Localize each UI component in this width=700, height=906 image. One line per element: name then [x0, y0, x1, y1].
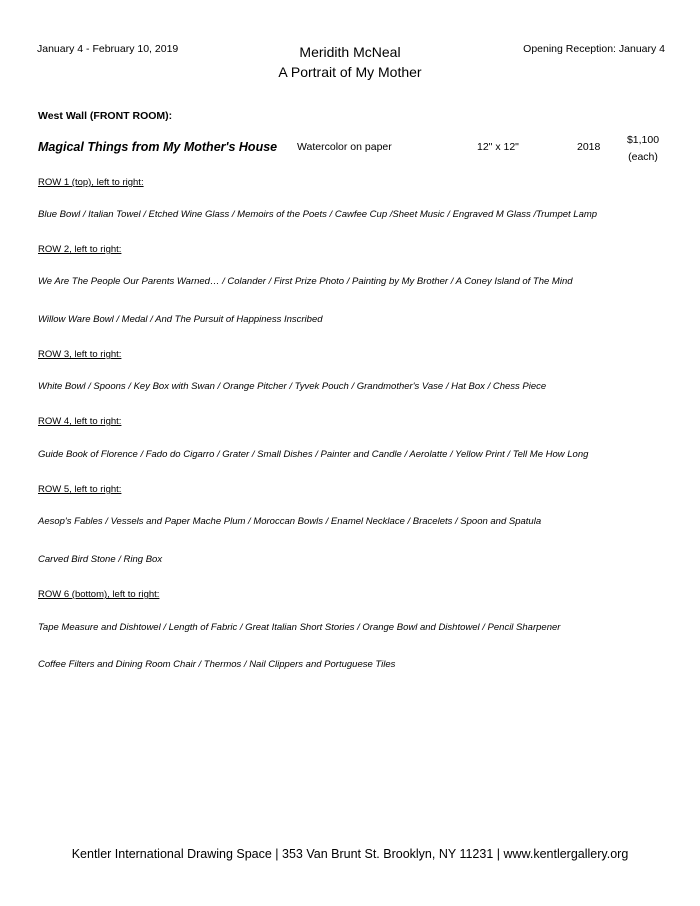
- row-items: Aesop's Fables / Vessels and Paper Mache Plum / Moroccan Bowls / Enamel Necklace / Bracelets / Spoon and Spatula: [38, 516, 542, 527]
- row-items: Carved Bird Stone / Ring Box: [38, 554, 163, 565]
- row-items: Blue Bowl / Italian Towel / Etched Wine Glass / Memoirs of the Poets / Cawfee Cup /Sheet Music / Engraved M Glass /Trumpet Lamp: [38, 209, 598, 220]
- artwork-title: Magical Things from My Mother's House: [38, 140, 278, 154]
- artwork-price: $1,100: [626, 134, 660, 146]
- exhibition-title: A Portrait of My Mother: [278, 64, 422, 80]
- row-label: ROW 5, left to right:: [38, 484, 122, 495]
- artwork-medium: Watercolor on paper: [297, 141, 392, 153]
- row-label: ROW 1 (top), left to right:: [38, 177, 144, 188]
- row-label: ROW 2, left to right:: [38, 244, 122, 255]
- row-label: ROW 4, left to right:: [38, 416, 122, 427]
- artwork-price-block: [620, 132, 666, 166]
- section-title: West Wall (FRONT ROOM):: [38, 110, 173, 122]
- gallery-footer: Kentler International Drawing Space | 353 Van Brunt St. Brooklyn, NY 11231 | www.kentlergallery.org: [71, 847, 629, 861]
- artwork-year: 2018: [577, 141, 601, 153]
- artwork-price-note: (each): [628, 151, 658, 163]
- row-items: Tape Measure and Dishtowel / Length of Fabric / Great Italian Short Stories / Orange Bowl and Dishtowel / Pencil Sharpener: [38, 622, 561, 633]
- row-items: Guide Book of Florence / Fado do Cigarro / Grater / Small Dishes / Painter and Candle / Aerolatte / Yellow Print / Tell Me How Long: [38, 449, 589, 460]
- exhibition-dates: January 4 - February 10, 2019: [37, 43, 179, 55]
- artwork-dimensions: 12" x 12": [477, 141, 519, 153]
- row-label: ROW 6 (bottom), left to right:: [38, 589, 160, 600]
- row-items: We Are The People Our Parents Warned… / Colander / First Prize Photo / Painting by My Brother / A Coney Island of The Mind: [38, 276, 573, 287]
- artist-name: Meridith McNeal: [299, 44, 401, 60]
- row-items: Coffee Filters and Dining Room Chair / Thermos / Nail Clippers and Portuguese Tiles: [38, 659, 396, 670]
- opening-reception: Opening Reception: January 4: [523, 43, 665, 55]
- row-items: Willow Ware Bowl / Medal / And The Pursuit of Happiness Inscribed: [38, 314, 323, 325]
- row-label: ROW 3, left to right:: [38, 349, 122, 360]
- row-items: White Bowl / Spoons / Key Box with Swan / Orange Pitcher / Tyvek Pouch / Grandmother's Vase / Hat Box / Chess Piece: [38, 381, 547, 392]
